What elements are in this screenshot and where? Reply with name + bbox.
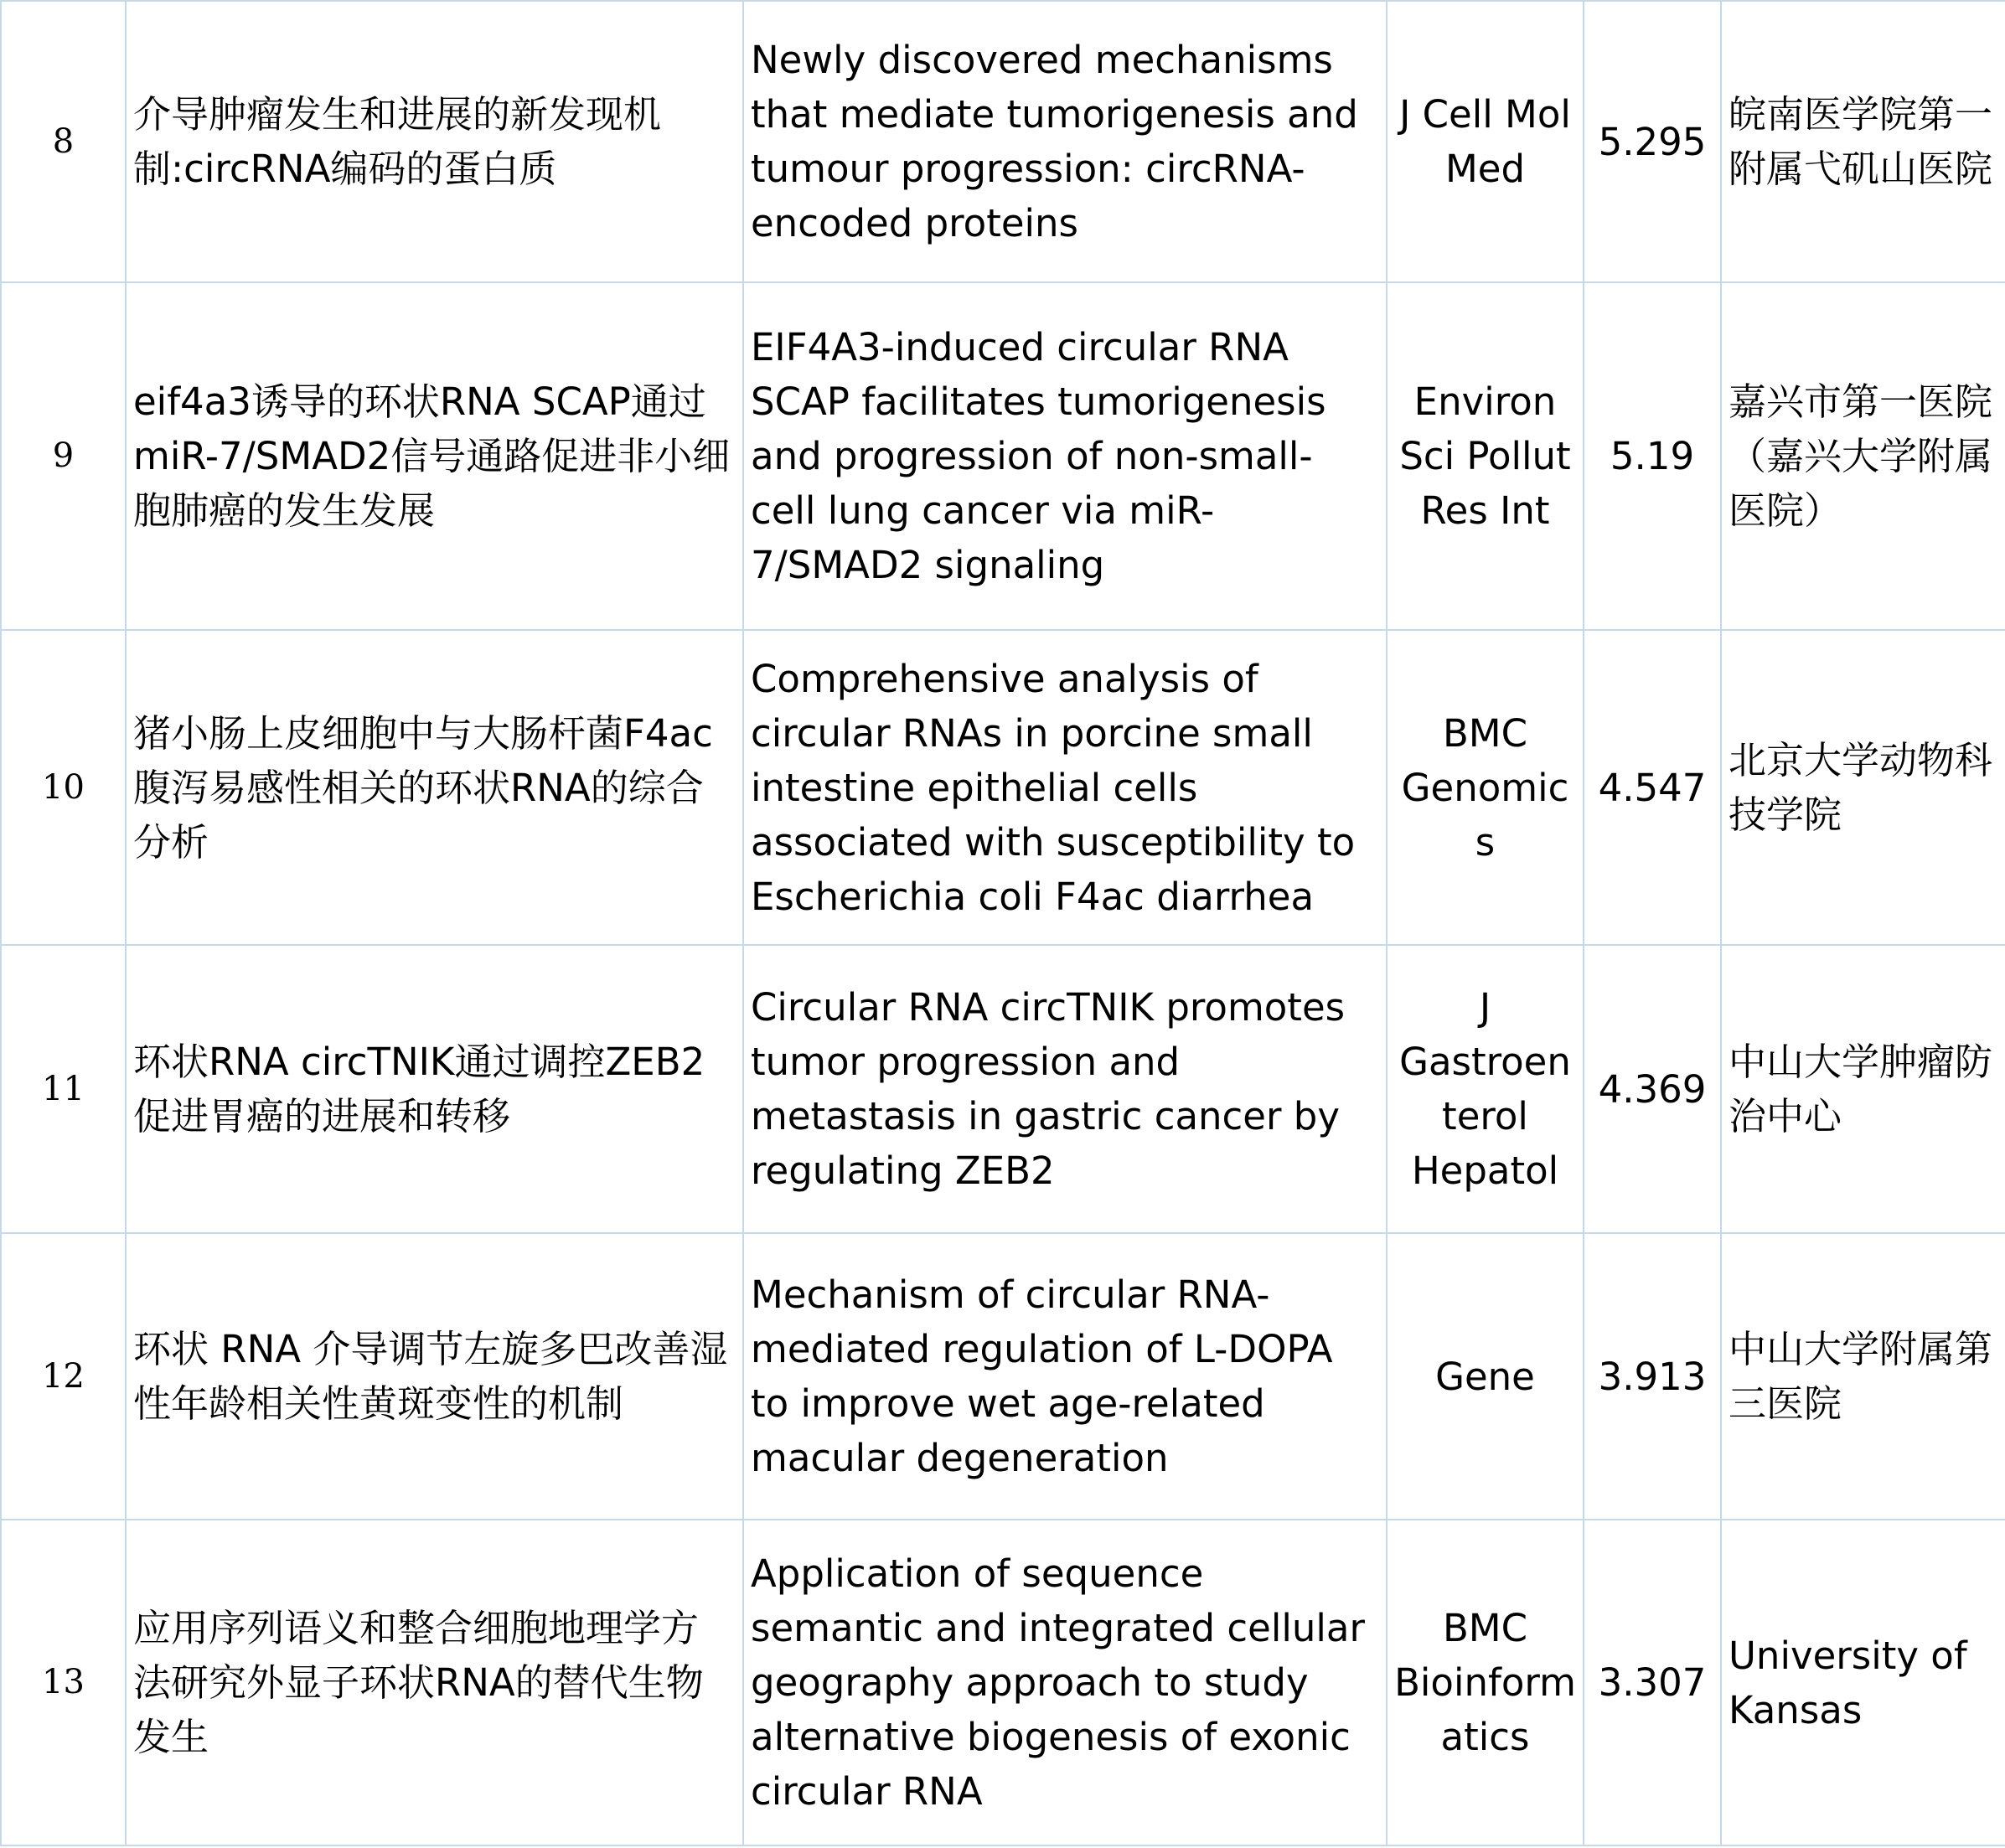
row-number: 9 (1, 282, 126, 630)
table-row (1, 630, 2005, 945)
institution: 嘉兴市第一医院（嘉兴大学附属医院） (1721, 282, 2005, 630)
row-number: 13 (1, 1520, 126, 1845)
impact-factor: 5.19 (1584, 282, 1721, 630)
institution: 中山大学肿瘤防治中心 (1721, 945, 2005, 1233)
chinese-title: eif4a3诱导的环状RNA SCAP通过miR-7/SMAD2信号通路促进非小细胞肺癌的发生发展 (126, 282, 743, 630)
impact-factor: 5.295 (1584, 1, 1721, 282)
journal-name: Environ Sci Pollut Res Int (1387, 282, 1584, 630)
table-row (1, 1, 2005, 282)
institution: 中山大学附属第三医院 (1721, 1233, 2005, 1520)
journal-name: BMC Genomics (1387, 630, 1584, 945)
institution: University of Kansas (1721, 1520, 2005, 1845)
table-row (1, 282, 2005, 630)
table-row (1, 1233, 2005, 1520)
table-row (1, 1520, 2005, 1845)
row-number: 11 (1, 945, 126, 1233)
row-number: 10 (1, 630, 126, 945)
journal-name: Gene (1387, 1233, 1584, 1520)
english-title: Comprehensive analysis of circular RNAs in porcine small intestine epithelial cells associated with susceptibility to Escherichia coli F4ac diarrhea (743, 630, 1387, 945)
table-row (1, 945, 2005, 1233)
impact-factor: 3.913 (1584, 1233, 1721, 1520)
chinese-title: 环状 RNA 介导调节左旋多巴改善湿性年龄相关性黄斑变性的机制 (126, 1233, 743, 1520)
institution: 皖南医学院第一附属弋矶山医院 (1721, 1, 2005, 282)
impact-factor: 3.307 (1584, 1520, 1721, 1845)
english-title: Mechanism of circular RNA-mediated regulation of L-DOPA to improve wet age-related macular degeneration (743, 1233, 1387, 1520)
chinese-title: 应用序列语义和整合细胞地理学方法研究外显子环状RNA的替代生物发生 (126, 1520, 743, 1845)
chinese-title: 猪小肠上皮细胞中与大肠杆菌F4ac腹泻易感性相关的环状RNA的综合分析 (126, 630, 743, 945)
journal-name: J Cell Mol Med (1387, 1, 1584, 282)
row-number: 8 (1, 1, 126, 282)
chinese-title: 环状RNA circTNIK通过调控ZEB2促进胃癌的进展和转移 (126, 945, 743, 1233)
impact-factor: 4.547 (1584, 630, 1721, 945)
english-title: Newly discovered mechanisms that mediate tumorigenesis and tumour progression: circRNA-encoded proteins (743, 1, 1387, 282)
impact-factor: 4.369 (1584, 945, 1721, 1233)
english-title: Circular RNA circTNIK promotes tumor progression and metastasis in gastric cancer by regulating ZEB2 (743, 945, 1387, 1233)
institution: 北京大学动物科技学院 (1721, 630, 2005, 945)
row-number: 12 (1, 1233, 126, 1520)
english-title: EIF4A3-induced circular RNA SCAP facilitates tumorigenesis and progression of non-small-cell lung cancer via miR-7/SMAD2 signaling (743, 282, 1387, 630)
english-title: Application of sequence semantic and integrated cellular geography approach to study alternative biogenesis of exonic circular RNA (743, 1520, 1387, 1845)
chinese-title: 介导肿瘤发生和进展的新发现机制:circRNA编码的蛋白质 (126, 1, 743, 282)
journal-name: BMC Bioinformatics (1387, 1520, 1584, 1845)
journal-name: J Gastroenterol Hepatol (1387, 945, 1584, 1233)
